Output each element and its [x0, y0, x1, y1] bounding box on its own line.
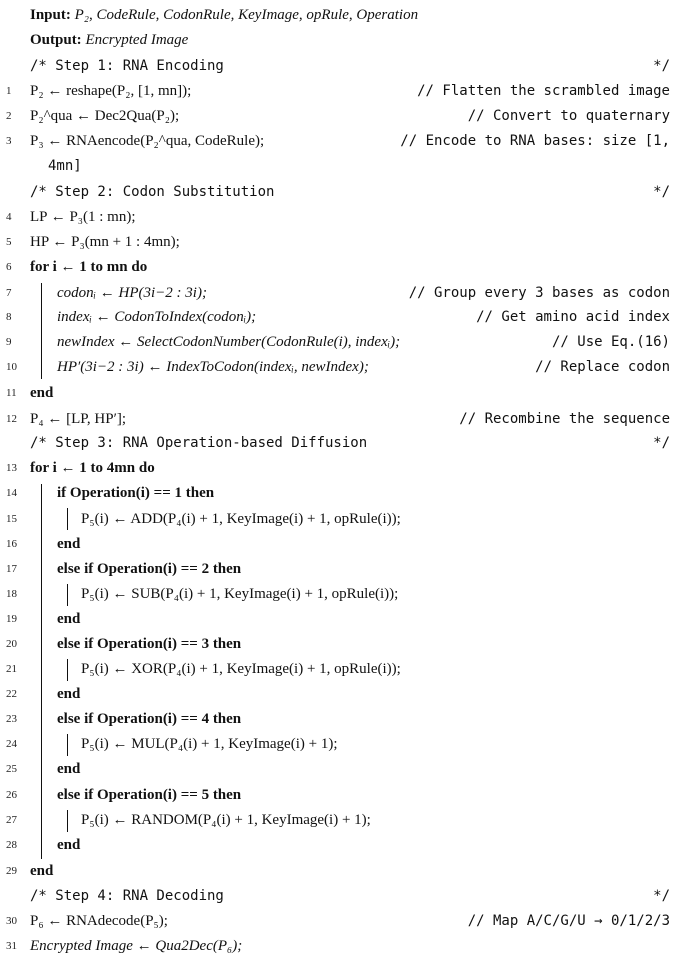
- step-2-comment-end: */: [653, 184, 670, 200]
- code-line-4: LP ← P₃(1 : mn);: [30, 209, 136, 225]
- output-line: [30, 28, 188, 53]
- code-line-22: end: [57, 686, 81, 702]
- step-3-comment-end: */: [653, 435, 670, 451]
- line-number: 7: [6, 287, 12, 299]
- code-line-5: HP ← P₃(mn + 1 : 4mn);: [30, 234, 180, 250]
- code-line-16: end: [57, 536, 81, 552]
- line-number: 13: [6, 462, 17, 474]
- code-line-27: P₅(i) ← RANDOM(P₄(i) + 1, KeyImage(i) + 1);: [81, 812, 371, 828]
- code-line-29: end: [30, 863, 54, 879]
- line-number: 5: [6, 236, 12, 248]
- comment-line-1: // Flatten the scrambled image: [417, 83, 670, 99]
- code-line-3: P₃ ← RNAencode(P₂^qua, CodeRule);: [30, 133, 265, 149]
- line-number: 4: [6, 211, 12, 223]
- line-number: 16: [6, 538, 17, 550]
- code-line-6: for i ← 1 to mn do: [30, 259, 148, 275]
- line-number: 21: [6, 663, 17, 675]
- line-number: 8: [6, 311, 12, 323]
- line-number: 11: [6, 387, 17, 399]
- code-line-28: end: [57, 837, 81, 853]
- output-value: Encrypted Image: [85, 32, 189, 48]
- code-line-19: end: [57, 611, 81, 627]
- code-line-9: newIndex ← SelectCodonNumber(CodonRule(i), indexᵢ);: [57, 334, 401, 350]
- comment-line-12: // Recombine the sequence: [459, 411, 670, 427]
- line-number: 2: [6, 110, 12, 122]
- input-label: Input:: [30, 7, 71, 23]
- comment-line-3-continuation: 4mn]: [48, 158, 82, 174]
- input-line: [30, 3, 418, 28]
- comment-line-8: // Get amino acid index: [476, 309, 670, 325]
- comment-line-7: // Group every 3 bases as codon: [408, 285, 670, 301]
- code-line-7: codonᵢ ← HP(3i−2 : 3i);: [57, 285, 207, 301]
- code-line-20: else if Operation(i) == 3 then: [57, 636, 242, 652]
- if-1-bar: [67, 508, 68, 530]
- code-line-17: else if Operation(i) == 2 then: [57, 561, 242, 577]
- line-number: 18: [6, 588, 17, 600]
- code-line-10: HP′(3i−2 : 3i) ← IndexToCodon(indexᵢ, newIndex);: [57, 359, 369, 375]
- code-line-15: P₅(i) ← ADD(P₄(i) + 1, KeyImage(i) + 1, opRule(i));: [81, 511, 401, 527]
- step-1-comment: /* Step 1: RNA Encoding: [30, 58, 224, 74]
- code-line-21: P₅(i) ← XOR(P₄(i) + 1, KeyImage(i) + 1, opRule(i));: [81, 661, 401, 677]
- line-number: 1: [6, 85, 12, 97]
- line-number: 22: [6, 688, 17, 700]
- if-3-bar: [67, 659, 68, 681]
- comment-line-2: // Convert to quaternary: [467, 108, 670, 124]
- comment-line-10: // Replace codon: [535, 359, 670, 375]
- comment-line-30: // Map A/C/G/U → 0/1/2/3: [467, 913, 670, 929]
- step-4-comment-end: */: [653, 888, 670, 904]
- loop-2-bar: [41, 484, 42, 859]
- line-number: 23: [6, 713, 17, 725]
- line-number: 3: [6, 135, 12, 147]
- loop-1-bar: [41, 283, 42, 379]
- if-5-bar: [67, 810, 68, 832]
- code-line-12: P₄ ← [LP, HP′];: [30, 411, 127, 427]
- comment-line-9: // Use Eq.(16): [551, 334, 670, 350]
- code-line-30: P₆ ← RNAdecode(P₅);: [30, 913, 168, 929]
- step-3-comment: /* Step 3: RNA Operation-based Diffusion: [30, 435, 368, 451]
- line-number: 20: [6, 638, 17, 650]
- line-number: 17: [6, 563, 17, 575]
- line-number: 12: [6, 413, 17, 425]
- line-number: 25: [6, 763, 17, 775]
- code-line-14: if Operation(i) == 1 then: [57, 485, 215, 501]
- code-line-31: Encrypted Image ← Qua2Dec(P₆);: [30, 938, 243, 954]
- line-number: 31: [6, 940, 17, 952]
- step-1-comment-end: */: [653, 58, 670, 74]
- code-line-2: P₂^qua ← Dec2Qua(P₂);: [30, 108, 180, 124]
- code-line-18: P₅(i) ← SUB(P₄(i) + 1, KeyImage(i) + 1, opRule(i));: [81, 586, 399, 602]
- line-number: 15: [6, 513, 17, 525]
- code-line-11: end: [30, 385, 54, 401]
- code-line-25: end: [57, 761, 81, 777]
- line-number: 19: [6, 613, 17, 625]
- comment-line-3: // Encode to RNA bases: size [1,: [400, 133, 670, 149]
- if-4-bar: [67, 734, 68, 756]
- line-number: 10: [6, 361, 17, 373]
- line-number: 24: [6, 738, 17, 750]
- line-number: 6: [6, 261, 12, 273]
- code-line-26: else if Operation(i) == 5 then: [57, 787, 242, 803]
- if-2-bar: [67, 584, 68, 606]
- line-number: 9: [6, 336, 12, 348]
- code-line-24: P₅(i) ← MUL(P₄(i) + 1, KeyImage(i) + 1);: [81, 736, 338, 752]
- line-number: 28: [6, 839, 17, 851]
- line-number: 27: [6, 814, 17, 826]
- line-number: 26: [6, 789, 17, 801]
- line-number: 29: [6, 865, 17, 877]
- step-4-comment: /* Step 4: RNA Decoding: [30, 888, 224, 904]
- line-number: 30: [6, 915, 17, 927]
- code-line-8: indexᵢ ← CodonToIndex(codonᵢ);: [57, 309, 257, 325]
- output-label: Output:: [30, 32, 82, 48]
- input-value: P₂, CodeRule, CodonRule, KeyImage, opRule, Operation: [74, 7, 419, 23]
- code-line-23: else if Operation(i) == 4 then: [57, 711, 242, 727]
- code-line-1: P₂ ← reshape(P₂, [1, mn]);: [30, 83, 192, 99]
- code-line-13: for i ← 1 to 4mn do: [30, 460, 155, 476]
- step-2-comment: /* Step 2: Codon Substitution: [30, 184, 275, 200]
- line-number: 14: [6, 487, 17, 499]
